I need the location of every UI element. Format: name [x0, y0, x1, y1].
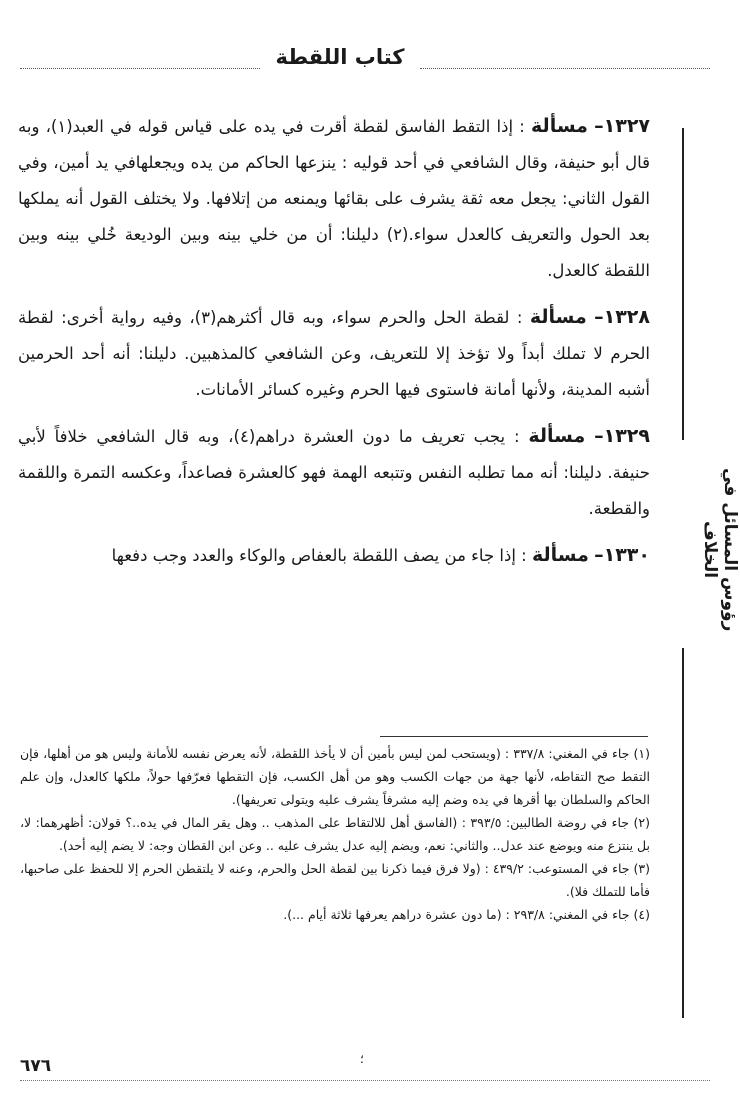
footnote-separator — [380, 736, 648, 737]
footnote-2: (٢) جاء في روضة الطالبين: ٣٩٣/٥ : (الفاسق أهل للالتقاط على المذهب .. وهل يقر المال في يده..؟ قولان: أظهرهما: لا، بل ينتزع منه ويوضع عند عدل.. والثاني: نعم، ويضم إليه عدل يشرف عليه .. وعن ابن القطان وجه: لا يضم إليه أحد). — [20, 815, 650, 853]
issue-text: : لقطة الحل والحرم سواء، وبه قال أكثرهم(٣)، وفيه رواية أخرى: لقطة الحرم لا تملك أبداً ولا تؤخذ إلا للتعريف، وعن الشافعي كالمذهبين. دليلنا: أنه أحد الحرمين أشبه المدينة، ولأنها أمانة فاستوى فيها الحرم وغيره كسائر الأمانات. — [18, 308, 650, 399]
issue-number: ١٣٢٨– — [594, 306, 650, 328]
issue-1329 — [18, 418, 650, 527]
header-rule-left — [20, 68, 260, 69]
issue-text: : يجب تعريف ما دون العشرة دراهم(٤)، وبه قال الشافعي خلافاً لأبي حنيفة. دليلنا: أنه مما تطلبه النفس وتتبعه الهمة فهو كالعشرة فصاعداً، وعكسه التمرة واللقمة والقطعة. — [18, 427, 650, 518]
footnotes — [20, 742, 650, 926]
side-book-title: رؤوس المسائل في الخلاف — [700, 468, 740, 632]
header-rule-right — [420, 68, 710, 69]
issue-text: : إذا التقط الفاسق لقطة أقرت في يده على قياس قوله في العبد(١)، وبه قال أبو حنيفة، وقال الشافعي في أحد قوليه : ينزعها الحاكم من يده ويجعلهافي يد أمين، وفي القول الثاني: يجعل معه ثقة يشرف على بقائها ويمنعه من إتلافها. ولا يختلف القول أنه يملكها بعد الحول والتعريف كالعدل سواء.(٢) دليلنا: أن من خلي بينه وبين الوديعة خُلي بينه وبين اللقطة كالعدل. — [18, 117, 650, 280]
issue-label: مسألة — [531, 115, 588, 137]
footnote-1: (١) جاء في المغني: ٣٣٧/٨ : (ويستحب لمن ليس بأمين أن لا يأخذ اللقطة، لأنه يعرض نفسه للأمانة وليس هو من أهلها، فإن التقط صح التقاطه، لأنها جهة من جهات الكسب وهو من أهل الكسب، فإن التقطها فعرّفها حولاً، ملكها كالعدل، وإن علم الحاكم والسلطان بها أقرها في يده وضم إليه مشرفاً يشرف عليه ويتولى تعريفها). — [20, 746, 650, 807]
stray-mark: ؛ — [360, 1052, 364, 1066]
page-number: ٦٧٦ — [20, 1056, 52, 1076]
issue-label: مسألة — [531, 544, 589, 566]
page-bottom-rule — [20, 1080, 710, 1081]
side-rule-bottom — [682, 648, 684, 1018]
main-text — [18, 108, 650, 584]
footnote-4: (٤) جاء في المغني: ٢٩٣/٨ : (ما دون عشرة دراهم يعرفها ثلاثة أيام ...). — [283, 907, 650, 922]
issue-text: : إذا جاء من يصف اللقطة بالعفاص والوكاء والعدد وجب دفعها — [111, 546, 527, 565]
issue-number: ١٣٢٧– — [594, 115, 651, 137]
issue-1328 — [18, 299, 650, 408]
issue-label: مسألة — [528, 425, 586, 447]
issue-1330 — [18, 537, 650, 574]
running-header-title: كتاب اللقطة — [275, 45, 405, 69]
side-rule-top — [682, 128, 684, 440]
issue-number: ١٣٢٩– — [594, 425, 650, 447]
issue-number: ١٣٣٠– — [594, 544, 650, 566]
issue-label: مسألة — [529, 306, 587, 328]
footnote-3: (٣) جاء في المستوعب: ٤٣٩/٢ : (ولا فرق فيما ذكرنا بين لقطة الحل والحرم، وعنه لا يلتقطن الحرم إلا للحفظ على صاحبها، فأما للتملك فلا). — [20, 861, 651, 899]
issue-1327 — [18, 108, 650, 289]
